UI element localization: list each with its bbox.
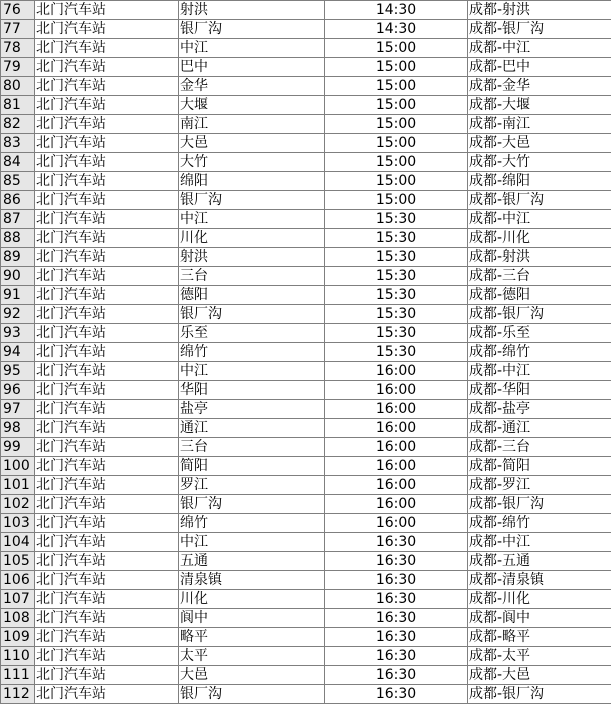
station-cell[interactable]: 北门汽车站 [35, 514, 179, 533]
departure-time-cell[interactable]: 15:00 [325, 115, 468, 134]
destination-cell[interactable]: 简阳 [179, 457, 325, 476]
departure-time-cell[interactable]: 16:30 [325, 609, 468, 628]
row-number-cell[interactable]: 102 [1, 495, 35, 514]
departure-time-cell[interactable]: 15:30 [325, 324, 468, 343]
route-cell[interactable]: 成都-银厂沟 [468, 191, 611, 210]
table-row [1, 172, 611, 191]
departure-time-cell[interactable]: 16:30 [325, 552, 468, 571]
row-number-cell[interactable]: 111 [1, 666, 35, 685]
departure-time-cell[interactable]: 15:30 [325, 248, 468, 267]
table-row [1, 77, 611, 96]
route-cell[interactable]: 成都-通江 [468, 419, 611, 438]
route-cell[interactable]: 成都-清泉镇 [468, 571, 611, 590]
station-cell[interactable]: 北门汽车站 [35, 210, 179, 229]
departure-time-cell[interactable]: 15:00 [325, 96, 468, 115]
station-cell[interactable]: 北门汽车站 [35, 39, 179, 58]
station-cell[interactable]: 北门汽车站 [35, 248, 179, 267]
departure-time-cell[interactable]: 16:00 [325, 514, 468, 533]
table-row [1, 628, 611, 647]
destination-cell[interactable]: 银厂沟 [179, 495, 325, 514]
table-row [1, 1, 611, 20]
destination-cell[interactable]: 清泉镇 [179, 571, 325, 590]
table-row [1, 324, 611, 343]
row-number-cell[interactable]: 94 [1, 343, 35, 362]
row-number-cell[interactable]: 98 [1, 419, 35, 438]
route-cell[interactable]: 成都-大邑 [468, 134, 611, 153]
departure-time-cell[interactable]: 14:30 [325, 1, 468, 20]
station-cell[interactable]: 北门汽车站 [35, 609, 179, 628]
destination-cell[interactable]: 阆中 [179, 609, 325, 628]
station-cell[interactable]: 北门汽车站 [35, 476, 179, 495]
table-row [1, 647, 611, 666]
station-cell[interactable]: 北门汽车站 [35, 381, 179, 400]
row-number-cell[interactable]: 93 [1, 324, 35, 343]
table-row [1, 514, 611, 533]
destination-cell[interactable]: 中江 [179, 39, 325, 58]
destination-cell[interactable]: 五通 [179, 552, 325, 571]
route-cell[interactable]: 成都-金华 [468, 77, 611, 96]
row-number-cell[interactable]: 104 [1, 533, 35, 552]
row-number-cell[interactable]: 96 [1, 381, 35, 400]
station-cell[interactable]: 北门汽车站 [35, 438, 179, 457]
destination-cell[interactable]: 盐亭 [179, 400, 325, 419]
station-cell[interactable]: 北门汽车站 [35, 172, 179, 191]
row-number-cell[interactable]: 91 [1, 286, 35, 305]
row-number-cell[interactable]: 100 [1, 457, 35, 476]
table-row [1, 476, 611, 495]
table-row [1, 457, 611, 476]
route-cell[interactable]: 成都-川化 [468, 229, 611, 248]
row-number-cell[interactable]: 79 [1, 58, 35, 77]
destination-cell[interactable]: 略平 [179, 628, 325, 647]
station-cell[interactable]: 北门汽车站 [35, 134, 179, 153]
departure-time-cell[interactable]: 16:30 [325, 590, 468, 609]
row-number-cell[interactable]: 80 [1, 77, 35, 96]
station-cell[interactable]: 北门汽车站 [35, 571, 179, 590]
departure-time-cell[interactable]: 16:00 [325, 362, 468, 381]
route-cell[interactable]: 成都-大竹 [468, 153, 611, 172]
station-cell[interactable]: 北门汽车站 [35, 628, 179, 647]
route-cell[interactable]: 成都-南江 [468, 115, 611, 134]
station-cell[interactable]: 北门汽车站 [35, 58, 179, 77]
route-cell[interactable]: 成都-射洪 [468, 1, 611, 20]
route-cell[interactable]: 成都-大邑 [468, 666, 611, 685]
station-cell[interactable]: 北门汽车站 [35, 647, 179, 666]
destination-cell[interactable]: 三台 [179, 438, 325, 457]
row-number-cell[interactable]: 84 [1, 153, 35, 172]
departure-time-cell[interactable]: 15:00 [325, 134, 468, 153]
departure-time-cell[interactable]: 16:00 [325, 495, 468, 514]
destination-cell[interactable]: 大堰 [179, 96, 325, 115]
row-number-cell[interactable]: 77 [1, 20, 35, 39]
route-cell[interactable]: 成都-盐亭 [468, 400, 611, 419]
row-number-cell[interactable]: 86 [1, 191, 35, 210]
row-number-cell[interactable]: 87 [1, 210, 35, 229]
table-row [1, 153, 611, 172]
departure-time-cell[interactable]: 15:00 [325, 77, 468, 96]
route-cell[interactable]: 成都-太平 [468, 647, 611, 666]
departure-time-cell[interactable]: 16:00 [325, 400, 468, 419]
departure-time-cell[interactable]: 14:30 [325, 20, 468, 39]
table-row [1, 381, 611, 400]
row-number-cell[interactable]: 88 [1, 229, 35, 248]
table-row [1, 609, 611, 628]
destination-cell[interactable]: 巴中 [179, 58, 325, 77]
departure-time-cell[interactable]: 15:30 [325, 229, 468, 248]
departure-time-cell[interactable]: 16:30 [325, 571, 468, 590]
station-cell[interactable]: 北门汽车站 [35, 20, 179, 39]
station-cell[interactable]: 北门汽车站 [35, 153, 179, 172]
row-number-cell[interactable]: 107 [1, 590, 35, 609]
station-cell[interactable]: 北门汽车站 [35, 666, 179, 685]
destination-cell[interactable]: 华阳 [179, 381, 325, 400]
row-number-cell[interactable]: 89 [1, 248, 35, 267]
departure-time-cell[interactable]: 16:00 [325, 476, 468, 495]
row-number-cell[interactable]: 90 [1, 267, 35, 286]
row-number-cell[interactable]: 83 [1, 134, 35, 153]
table-row [1, 438, 611, 457]
route-cell[interactable]: 成都-中江 [468, 362, 611, 381]
departure-time-cell[interactable]: 15:00 [325, 172, 468, 191]
destination-cell[interactable]: 太平 [179, 647, 325, 666]
route-cell[interactable]: 成都-阆中 [468, 609, 611, 628]
table-row [1, 39, 611, 58]
destination-cell[interactable]: 金华 [179, 77, 325, 96]
route-cell[interactable]: 成都-大堰 [468, 96, 611, 115]
table-row [1, 96, 611, 115]
station-cell[interactable]: 北门汽车站 [35, 495, 179, 514]
station-cell[interactable]: 北门汽车站 [35, 286, 179, 305]
table-row [1, 571, 611, 590]
route-cell[interactable]: 成都-三台 [468, 267, 611, 286]
station-cell[interactable]: 北门汽车站 [35, 1, 179, 20]
destination-cell[interactable]: 大竹 [179, 153, 325, 172]
destination-cell[interactable]: 通江 [179, 419, 325, 438]
station-cell[interactable]: 北门汽车站 [35, 552, 179, 571]
row-number-cell[interactable]: 92 [1, 305, 35, 324]
row-number-cell[interactable]: 109 [1, 628, 35, 647]
route-cell[interactable]: 成都-三台 [468, 438, 611, 457]
departure-time-cell[interactable]: 15:30 [325, 210, 468, 229]
station-cell[interactable]: 北门汽车站 [35, 96, 179, 115]
station-cell[interactable]: 北门汽车站 [35, 324, 179, 343]
station-cell[interactable]: 北门汽车站 [35, 419, 179, 438]
destination-cell[interactable]: 德阳 [179, 286, 325, 305]
row-number-cell[interactable]: 99 [1, 438, 35, 457]
destination-cell[interactable]: 中江 [179, 533, 325, 552]
route-cell[interactable]: 成都-银厂沟 [468, 20, 611, 39]
route-cell[interactable]: 成都-银厂沟 [468, 305, 611, 324]
row-number-cell[interactable]: 81 [1, 96, 35, 115]
departure-time-cell[interactable]: 15:00 [325, 58, 468, 77]
departure-time-cell[interactable]: 15:00 [325, 191, 468, 210]
departure-time-cell[interactable]: 15:30 [325, 267, 468, 286]
row-number-cell[interactable]: 110 [1, 647, 35, 666]
table-row [1, 400, 611, 419]
destination-cell[interactable]: 绵竹 [179, 514, 325, 533]
row-number-cell[interactable]: 76 [1, 1, 35, 20]
station-cell[interactable]: 北门汽车站 [35, 590, 179, 609]
destination-cell[interactable]: 绵竹 [179, 343, 325, 362]
table-row [1, 134, 611, 153]
table-row [1, 495, 611, 514]
table-row [1, 552, 611, 571]
departure-time-cell[interactable]: 16:00 [325, 381, 468, 400]
destination-cell[interactable]: 中江 [179, 362, 325, 381]
station-cell[interactable]: 北门汽车站 [35, 191, 179, 210]
departure-time-cell[interactable]: 15:00 [325, 153, 468, 172]
destination-cell[interactable]: 射洪 [179, 1, 325, 20]
row-number-cell[interactable]: 106 [1, 571, 35, 590]
departure-time-cell[interactable]: 15:30 [325, 286, 468, 305]
station-cell[interactable]: 北门汽车站 [35, 400, 179, 419]
table-row [1, 248, 611, 267]
departure-time-cell[interactable]: 15:30 [325, 343, 468, 362]
departure-time-cell[interactable]: 16:30 [325, 666, 468, 685]
station-cell[interactable]: 北门汽车站 [35, 267, 179, 286]
route-cell[interactable]: 成都-绵竹 [468, 343, 611, 362]
table-row [1, 666, 611, 685]
route-cell[interactable]: 成都-巴中 [468, 58, 611, 77]
schedule-table-body [1, 1, 611, 704]
departure-time-cell[interactable]: 16:00 [325, 438, 468, 457]
table-row [1, 115, 611, 134]
table-row [1, 305, 611, 324]
route-cell[interactable]: 成都-射洪 [468, 248, 611, 267]
station-cell[interactable]: 北门汽车站 [35, 533, 179, 552]
destination-cell[interactable]: 罗江 [179, 476, 325, 495]
route-cell[interactable]: 成都-中江 [468, 210, 611, 229]
route-cell[interactable]: 成都-绵阳 [468, 172, 611, 191]
destination-cell[interactable]: 银厂沟 [179, 191, 325, 210]
destination-cell[interactable]: 川化 [179, 229, 325, 248]
destination-cell[interactable]: 三台 [179, 267, 325, 286]
station-cell[interactable]: 北门汽车站 [35, 685, 179, 704]
departure-time-cell[interactable]: 16:00 [325, 457, 468, 476]
row-number-cell[interactable]: 105 [1, 552, 35, 571]
row-number-cell[interactable]: 101 [1, 476, 35, 495]
station-cell[interactable]: 北门汽车站 [35, 77, 179, 96]
departure-time-cell[interactable]: 15:00 [325, 39, 468, 58]
route-cell[interactable]: 成都-五通 [468, 552, 611, 571]
route-cell[interactable]: 成都-德阳 [468, 286, 611, 305]
departure-time-cell[interactable]: 15:30 [325, 305, 468, 324]
destination-cell[interactable]: 大邑 [179, 666, 325, 685]
departure-time-cell[interactable]: 16:00 [325, 419, 468, 438]
table-row [1, 590, 611, 609]
route-cell[interactable]: 成都-乐至 [468, 324, 611, 343]
row-number-cell[interactable]: 103 [1, 514, 35, 533]
station-cell[interactable]: 北门汽车站 [35, 343, 179, 362]
destination-cell[interactable]: 银厂沟 [179, 685, 325, 704]
route-cell[interactable]: 成都-华阳 [468, 381, 611, 400]
table-row [1, 20, 611, 39]
row-number-cell[interactable]: 82 [1, 115, 35, 134]
station-cell[interactable]: 北门汽车站 [35, 229, 179, 248]
route-cell[interactable]: 成都-银厂沟 [468, 495, 611, 514]
row-number-cell[interactable]: 78 [1, 39, 35, 58]
route-cell[interactable]: 成都-中江 [468, 39, 611, 58]
destination-cell[interactable]: 南江 [179, 115, 325, 134]
destination-cell[interactable]: 绵阳 [179, 172, 325, 191]
row-number-cell[interactable]: 112 [1, 685, 35, 704]
departure-time-cell[interactable]: 16:30 [325, 647, 468, 666]
table-row [1, 362, 611, 381]
destination-cell[interactable]: 大邑 [179, 134, 325, 153]
destination-cell[interactable]: 川化 [179, 590, 325, 609]
table-row [1, 533, 611, 552]
table-row [1, 267, 611, 286]
destination-cell[interactable]: 射洪 [179, 248, 325, 267]
destination-cell[interactable]: 银厂沟 [179, 20, 325, 39]
table-row [1, 286, 611, 305]
station-cell[interactable]: 北门汽车站 [35, 457, 179, 476]
route-cell[interactable]: 成都-川化 [468, 590, 611, 609]
station-cell[interactable]: 北门汽车站 [35, 362, 179, 381]
table-row [1, 191, 611, 210]
table-row [1, 419, 611, 438]
destination-cell[interactable]: 银厂沟 [179, 305, 325, 324]
departure-time-cell[interactable]: 16:30 [325, 533, 468, 552]
route-cell[interactable]: 成都-罗江 [468, 476, 611, 495]
route-cell[interactable]: 成都-银厂沟 [468, 685, 611, 704]
station-cell[interactable]: 北门汽车站 [35, 115, 179, 134]
departure-time-cell[interactable]: 16:30 [325, 685, 468, 704]
row-number-cell[interactable]: 85 [1, 172, 35, 191]
route-cell[interactable]: 成都-中江 [468, 533, 611, 552]
table-row [1, 229, 611, 248]
departure-time-cell[interactable]: 16:30 [325, 628, 468, 647]
destination-cell[interactable]: 中江 [179, 210, 325, 229]
route-cell[interactable]: 成都-简阳 [468, 457, 611, 476]
table-row [1, 343, 611, 362]
row-number-cell[interactable]: 95 [1, 362, 35, 381]
route-cell[interactable]: 成都-略平 [468, 628, 611, 647]
table-row [1, 210, 611, 229]
row-number-cell[interactable]: 97 [1, 400, 35, 419]
destination-cell[interactable]: 乐至 [179, 324, 325, 343]
route-cell[interactable]: 成都-绵竹 [468, 514, 611, 533]
table-row [1, 685, 611, 704]
row-number-cell[interactable]: 108 [1, 609, 35, 628]
table-row [1, 58, 611, 77]
station-cell[interactable]: 北门汽车站 [35, 305, 179, 324]
